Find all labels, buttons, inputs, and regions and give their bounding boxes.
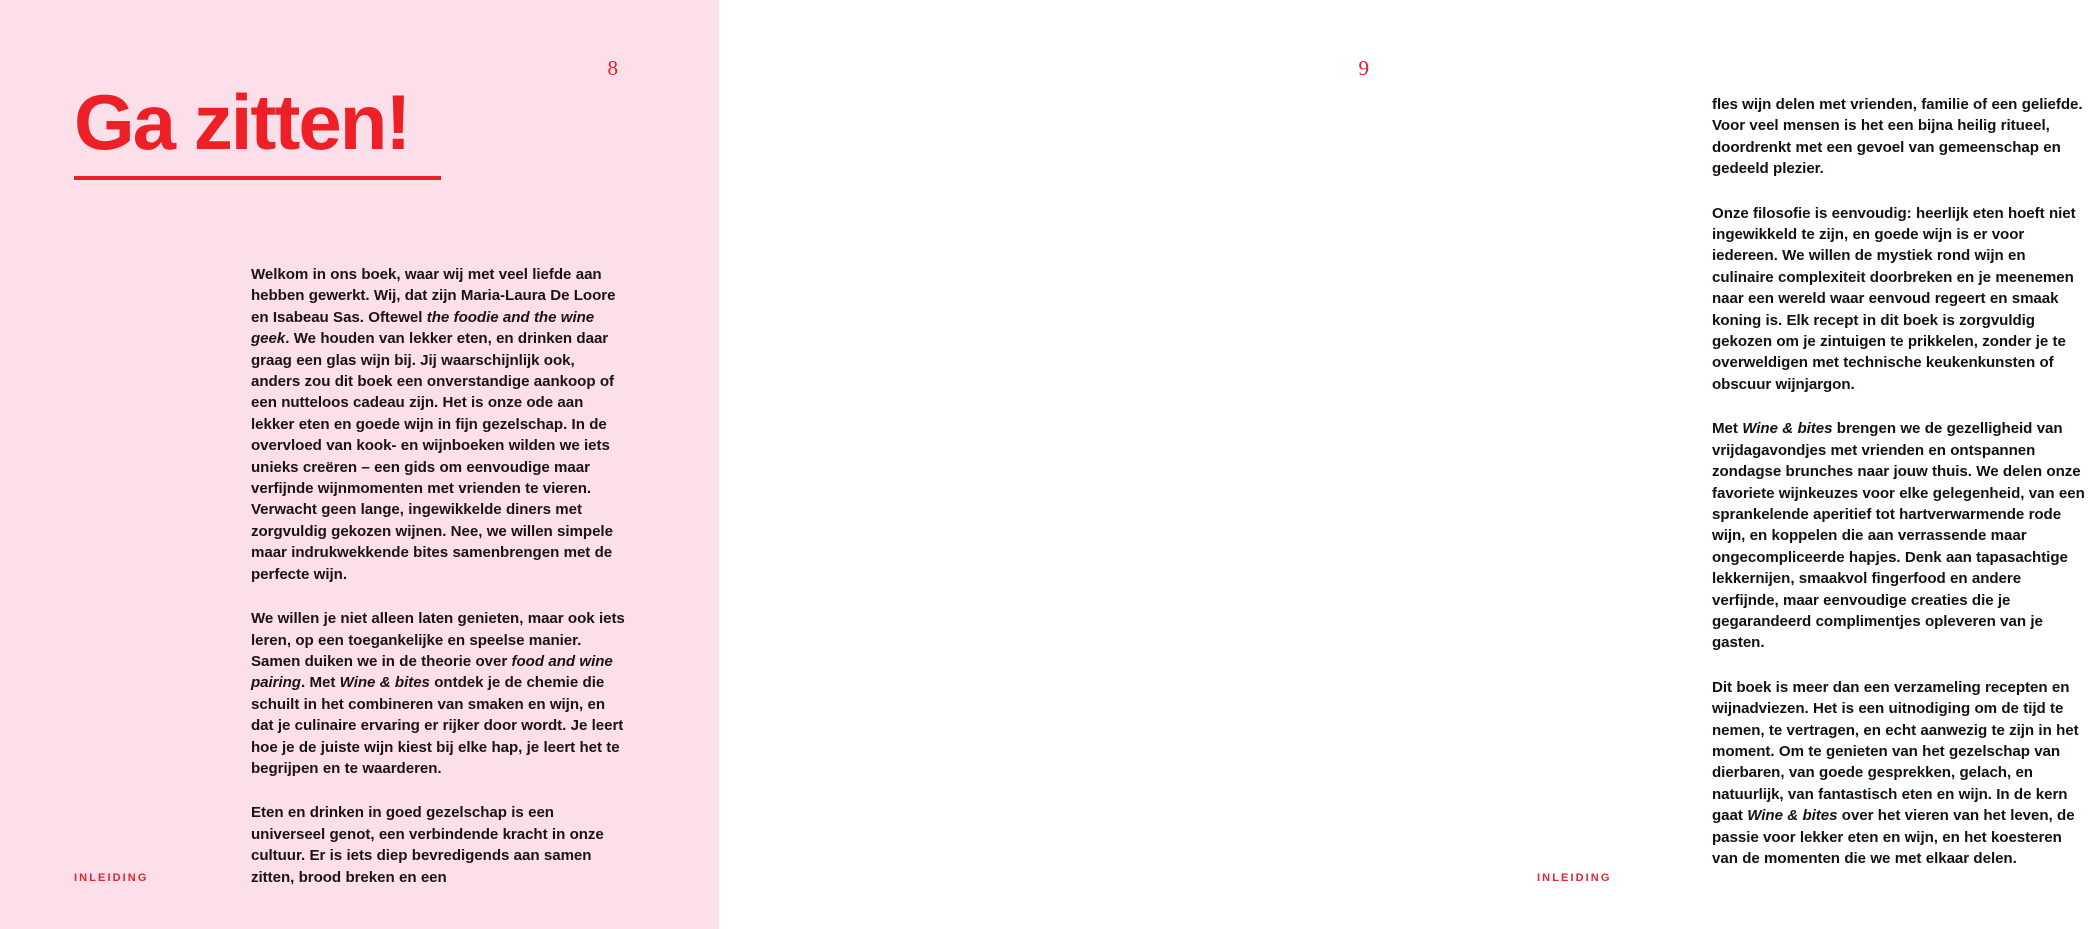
italic-run: food and wine pairing [251, 652, 613, 692]
title-underline-rule [74, 176, 441, 180]
paragraph: Dit boek is meer dan een verzameling recepten en wijnadviezen. Het is een uitnodiging om de tijd te nemen, te vertragen, en echt aanwezig te zijn in het moment. Om te genieten van het gezelschap van dierbaren, van goede gesprekken, gelach, en natuurlijk, van fantastisch eten en wijn. In de kern gaat Wine & bites over het vieren van het leven, de passie voor lekker eten en wijn, en het koesteren van de momenten die we met elkaar delen. [1712, 678, 2079, 867]
paragraph: Welkom in ons boek, waar wij met veel liefde aan hebben gewerkt. Wij, dat zijn Maria-Laura De Loore en Isabeau Sas. Oftewel the foodie and the wine geek. We houden van lekker eten, en drinken daar graag een glas wijn bij. Jij waarschijnlijk ook, anders zou dit boek een onverstandige aankoop of een nutteloos cadeau zijn. Het is onze ode aan lekker eten en goede wijn in fijn gezelschap. In de overvloed van kook- en wijnboeken wilden we iets unieks creëren – een gids om eenvoudige maar verfijnde wijnmomenten met vrienden te vieren. Verwacht geen lange, ingewikkelde diners met zorgvuldig gekozen wijnen. Nee, we willen simpele maar indrukwekkende bites samenbrengen met de perfecte wijn. [251, 266, 616, 583]
left-page [0, 0, 719, 929]
paragraph: Met Wine & bites brengen we de gezelligheid van vrijdagavondjes met vrienden en ontspannen zondagse brunches naar jouw thuis. We delen onze favoriete wijnkeuzes voor elke gelegenheid, van een sprankelende aperitief tot hartverwarmende rode wijn, en koppelen die aan verrassende maar ongecompliceerde hapjes. Denk aan tapasachtige lekkernijen, smaakvol fingerfood en andere verfijnde, maar eenvoudige creaties die je gegarandeerd complimentjes opleveren van je gasten. [1712, 420, 2085, 652]
paragraph: Onze filosofie is eenvoudig: heerlijk eten hoeft niet ingewikkeld te zijn, en goede wijn is er voor iedereen. We willen de mystiek rond wijn en culinaire complexiteit doorbreken en je meenemen naar een wereld waar eenvoud regeert en smaak koning is. Elk recept in dit boek is zorgvuldig gekozen om je zintuigen te prikkelen, zonder je te overweldigen met technische keukenkunsten of obscuur wijnjargon. [1712, 204, 2076, 393]
page-number-left: 8 [607, 56, 618, 80]
italic-run: Wine & bites [1742, 420, 1833, 438]
right-page [719, 0, 2085, 929]
page-title: Ga zitten! [74, 78, 410, 166]
running-footer-left: INLEIDING [74, 872, 149, 884]
paragraph: fles wijn delen met vrienden, familie of een geliefde. Voor veel mensen is het een bijna heilig ritueel, doordrenkt met een gevoel van gemeenschap en gedeeld plezier. [1712, 96, 2083, 178]
chapter-title-block [74, 78, 634, 180]
paragraph: We willen je niet alleen laten genieten, maar ook iets leren, op een toegankelijke en speelse manier. Samen duiken we in de theorie over food and wine pairing. Met Wine & bites ontdek je de chemie die schuilt in het combineren van smaken en wijn, en dat je culinaire ervaring er rijker door wordt. Je leert hoe je de juiste wijn kiest bij elke hap, je leert het te begrijpen en te waarderen. [251, 610, 625, 777]
italic-run: Wine & bites [1747, 807, 1838, 825]
italic-run: Wine & bites [339, 674, 430, 692]
paragraph: Eten en drinken in goed gezelschap is een universeel genot, een verbindende kracht in onze cultuur. Er is iets diep bevredigends aan samen zitten, brood breken en een [251, 804, 604, 886]
page-number-right: 9 [1358, 56, 1369, 80]
left-text-column [251, 264, 625, 888]
right-text-column [1712, 94, 2088, 869]
italic-run: the foodie and the wine geek [251, 308, 595, 348]
running-footer-right: INLEIDING [1537, 872, 1612, 884]
